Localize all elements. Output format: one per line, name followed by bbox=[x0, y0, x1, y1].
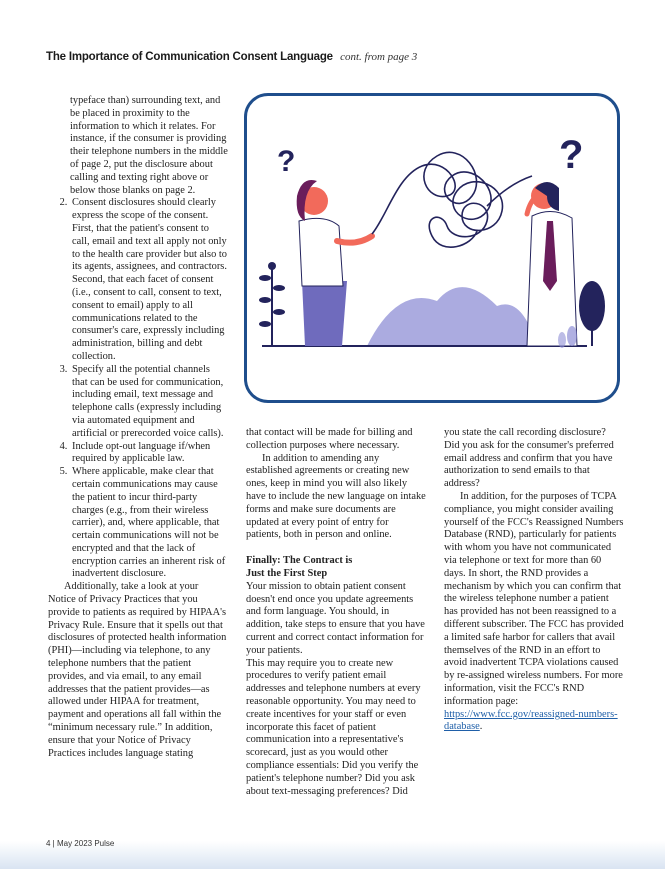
section-heading-line: Just the First Step bbox=[246, 567, 328, 579]
list-item-continuation: typeface than) surrounding text, and be placed in proximity to the information to which it relates. For instance, if the consumer is providing their telephone numbers in the middle of page 2, put the disclosure about calling and texting right above or below those blanks on page 2. bbox=[70, 95, 228, 196]
column-3 bbox=[444, 427, 624, 734]
list-item: 3. Specify all the potential channels that can be used for communication, including email, text message and telephone calls (expressly including via automated equipment and artificial or prerecorded voice calls). bbox=[70, 364, 228, 441]
link-period: . bbox=[479, 721, 483, 733]
column-2 bbox=[246, 427, 426, 798]
body-paragraph: This may require you to create new procedures to verify patient email addresses and telephone numbers at every reasonable opportunity. You may need to create incentives for your staff or even incorporate this facet of patient communication into a representative's scorecard, just as you would other compliance essentials: Did you verify the patient's telephone number? Did you ask about text-messaging preferences? Did bbox=[246, 657, 421, 797]
consent-list bbox=[48, 197, 228, 581]
illustration-frame bbox=[244, 93, 620, 403]
body-paragraph: In addition to amending any established agreements or creating new ones, keep in mind you will also likely have to include the new language on intake forms and make sure documents are updated at every point of entry for patients, both in person and online. bbox=[246, 452, 426, 541]
hill-shape bbox=[367, 287, 537, 346]
question-mark-icon: ? bbox=[559, 133, 584, 177]
article-title: The Importance of Communication Consent Language bbox=[46, 51, 333, 63]
list-item: 4. Include opt-out language if/when required by applicable law. bbox=[70, 441, 228, 467]
body-paragraph: Your mission to obtain patient consent doesn't end once you update agreements and form language. You should, in addition, take steps to ensure that you have current and correct contact information for your patients. bbox=[246, 580, 425, 656]
section-heading bbox=[246, 555, 426, 581]
body-paragraph: that contact will be made for billing and collection purposes where necessary. bbox=[246, 427, 413, 451]
question-mark-icon: ? bbox=[277, 145, 296, 178]
plant-icon bbox=[259, 262, 285, 346]
body-paragraph: Additionally, take a look at your Notice of Privacy Practices that you provide to patients as required by HIPAA's Privacy Rule. Ensure that it spells out that disclosures of protected health information (PHI)—including via telephone, to any telephone numbers that the patient provides, and via email, to any email addresses that the patient provides—as allowed under HIPAA for treatment, payment and operations all fall within the “minimum necessary rule.” In addition, ensure that your Notice of Privacy Practices includes language stating bbox=[48, 581, 227, 759]
man-figure bbox=[527, 133, 583, 346]
section-heading-line: Finally: The Contract is bbox=[246, 555, 353, 567]
body-paragraph: you state the call recording disclosure? Did you ask for the consumer's preferred email address and confirm that you have authorization to send emails to that address? bbox=[444, 427, 614, 490]
woman-figure bbox=[277, 145, 372, 346]
tangled-scribble bbox=[372, 152, 532, 247]
fcc-rnd-link[interactable]: https://www.fcc.gov/reassigned-numbers-database bbox=[444, 708, 618, 733]
list-item: 5. Where applicable, make clear that certain communications may cause the patient to incur third-party charges (e.g., from their wireless carrier), and, where applicable, that certain communications will not be encrypted and that the lack of encryption carries an inherent risk of inadvertent disclosure. bbox=[70, 466, 228, 581]
body-paragraph bbox=[444, 491, 624, 734]
column-1 bbox=[48, 95, 228, 760]
list-item: 2. Consent disclosures should clearly express the scope of the consent. First, that the patient's consent to call, email and text all apply not only to the health care provider but also to its agents, assignees, and contractors. Second, that each facet of consent (i.e., consent to call, consent to text, consent to email) apply to all communications related to the consumer's care, expressly including administration, billing and debt collection. bbox=[70, 197, 228, 363]
communication-illustration bbox=[247, 96, 617, 400]
running-header bbox=[46, 51, 417, 63]
page-footer: 4 | May 2023 Pulse bbox=[46, 839, 115, 848]
body-text: In addition, for the purposes of TCPA compliance, you might consider availing yourself of the FCC's Reassigned Numbers Database (RND), particularly for patients with whom you have not communicated via telephone or text for more than 60 days. In short, the RND provides a mechanism by which you can confirm that the wireless telephone number a patient has provided has not been reassigned to a different subscriber. The FCC has provided a limited safe harbor for callers that avail themselves of the RND in an effort to avoid inadvertent TCPA violations caused by re-assigned wireless numbers. For more information, visit the FCC's RND information page: bbox=[444, 490, 624, 707]
continued-note: cont. from page 3 bbox=[340, 51, 418, 63]
